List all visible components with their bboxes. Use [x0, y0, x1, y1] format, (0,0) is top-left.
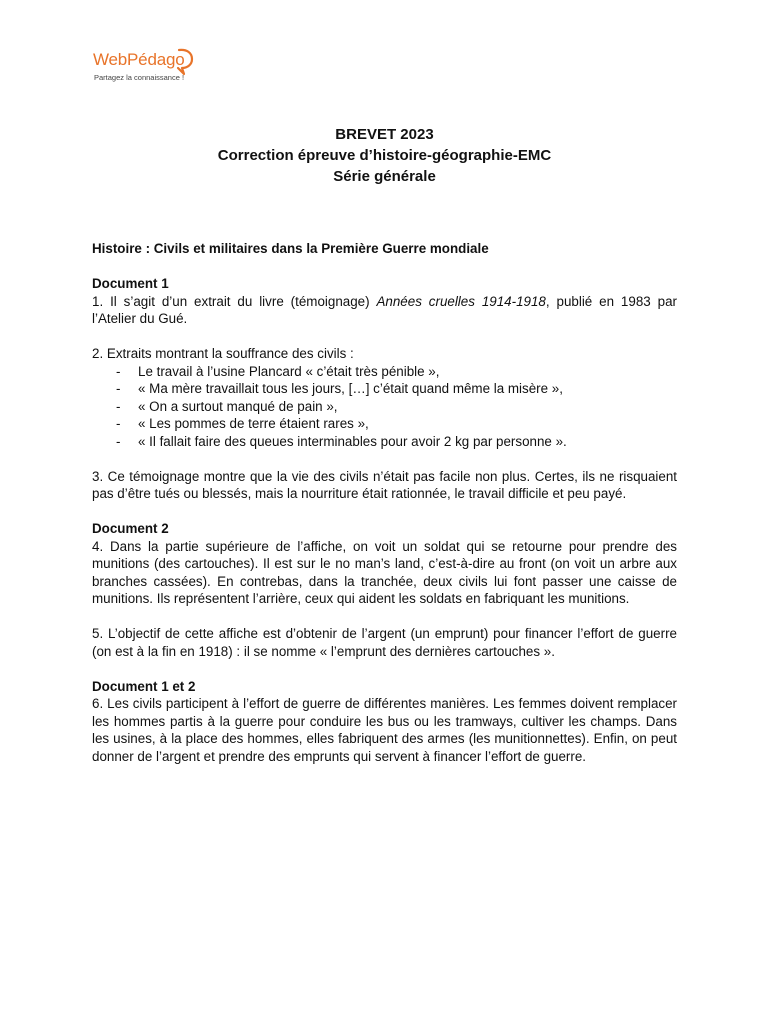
header-exam-title: BREVET 2023 [335, 126, 434, 143]
list-item [92, 415, 677, 433]
document-1-2-heading: Document 1 et 2 [92, 678, 196, 694]
answer-1-text-start: 1. Il s’agit d’un extrait du livre (témoignage) [92, 293, 377, 309]
list-dash: - [116, 381, 121, 396]
header-correction-title: Correction épreuve d’histoire-géographie-EMC [217, 147, 552, 164]
list-item-text: « Il fallait faire des queues interminables pour avoir 2 kg par personne ». [138, 433, 567, 449]
answer-5: 5. L’objectif de cette affiche est d’obtenir de l’argent (un emprunt) pour financer l’effort de guerre (on est à la fin en 1918) : il se nomme « l’emprunt des dernières cartouches ». [92, 626, 677, 659]
answer-6: 6. Les civils participent à l’effort de guerre de différentes manières. Les femmes doivent remplacer les hommes partis à la guerre pour conduire les bus ou les tramways, cultiver les champs. Dans les usines, à la place des hommes, elles fabriquent des armes (les munitionnettes). Enfin, on peut donner de l’argent et prendre des emprunts qui servent à financer l’effort de guerre. [92, 696, 677, 764]
answer-1-text-end: , publié en 1983 par l’Atelier du Gué. [92, 293, 677, 326]
logo-tagline: Partagez la connaissance ! [94, 73, 185, 82]
list-item [92, 363, 677, 381]
answer-4: 4. Dans la partie supérieure de l’affiche, on voit un soldat qui se retourne pour prendre des munitions (des cartouches). Il est sur le no man’s land, c’est-à-dire au front (on voit un arbre aux branches cassées). En contrebas, dans la tranchée, deux civils lui font passer une caisse de munitions. Ils représentent l’arrière, ceux qui aident les soldats en fabriquant les munitions. [92, 538, 677, 606]
answer-1 [92, 293, 677, 328]
list-item [92, 433, 677, 451]
list-item-text: Le travail à l’usine Plancard « c’était très pénible », [138, 363, 440, 379]
list-item-text: « Ma mère travaillait tous les jours, […] c’était quand même la misère », [138, 381, 563, 396]
section-title: Histoire : Civils et militaires dans la Première Guerre mondiale [92, 241, 489, 256]
list-dash: - [116, 433, 121, 449]
header-series: Série générale [333, 168, 436, 185]
document-body [92, 240, 677, 765]
logo-name: WebPédago [93, 50, 185, 69]
document-header [92, 124, 677, 187]
document-2-heading: Document 2 [92, 521, 169, 536]
list-item-text: « On a surtout manqué de pain », [138, 398, 338, 414]
answer-2-intro: 2. Extraits montrant la souffrance des civils : [92, 346, 354, 361]
webpedago-logo [93, 47, 213, 87]
document-1-heading: Document 1 [92, 276, 169, 291]
list-dash: - [116, 416, 121, 431]
list-dash: - [116, 363, 121, 379]
list-item-text: « Les pommes de terre étaient rares », [138, 416, 369, 431]
list-dash: - [116, 398, 121, 414]
list-item [92, 398, 677, 416]
quote-list [92, 363, 677, 451]
book-title: Années cruelles 1914-1918 [376, 293, 546, 309]
list-item [92, 380, 677, 398]
answer-3: 3. Ce témoignage montre que la vie des civils n’était pas facile non plus. Certes, ils ne risquaient pas d’être tués ou blessés, mais la nourriture était rationnée, le travail difficile et peu payé. [92, 468, 677, 501]
